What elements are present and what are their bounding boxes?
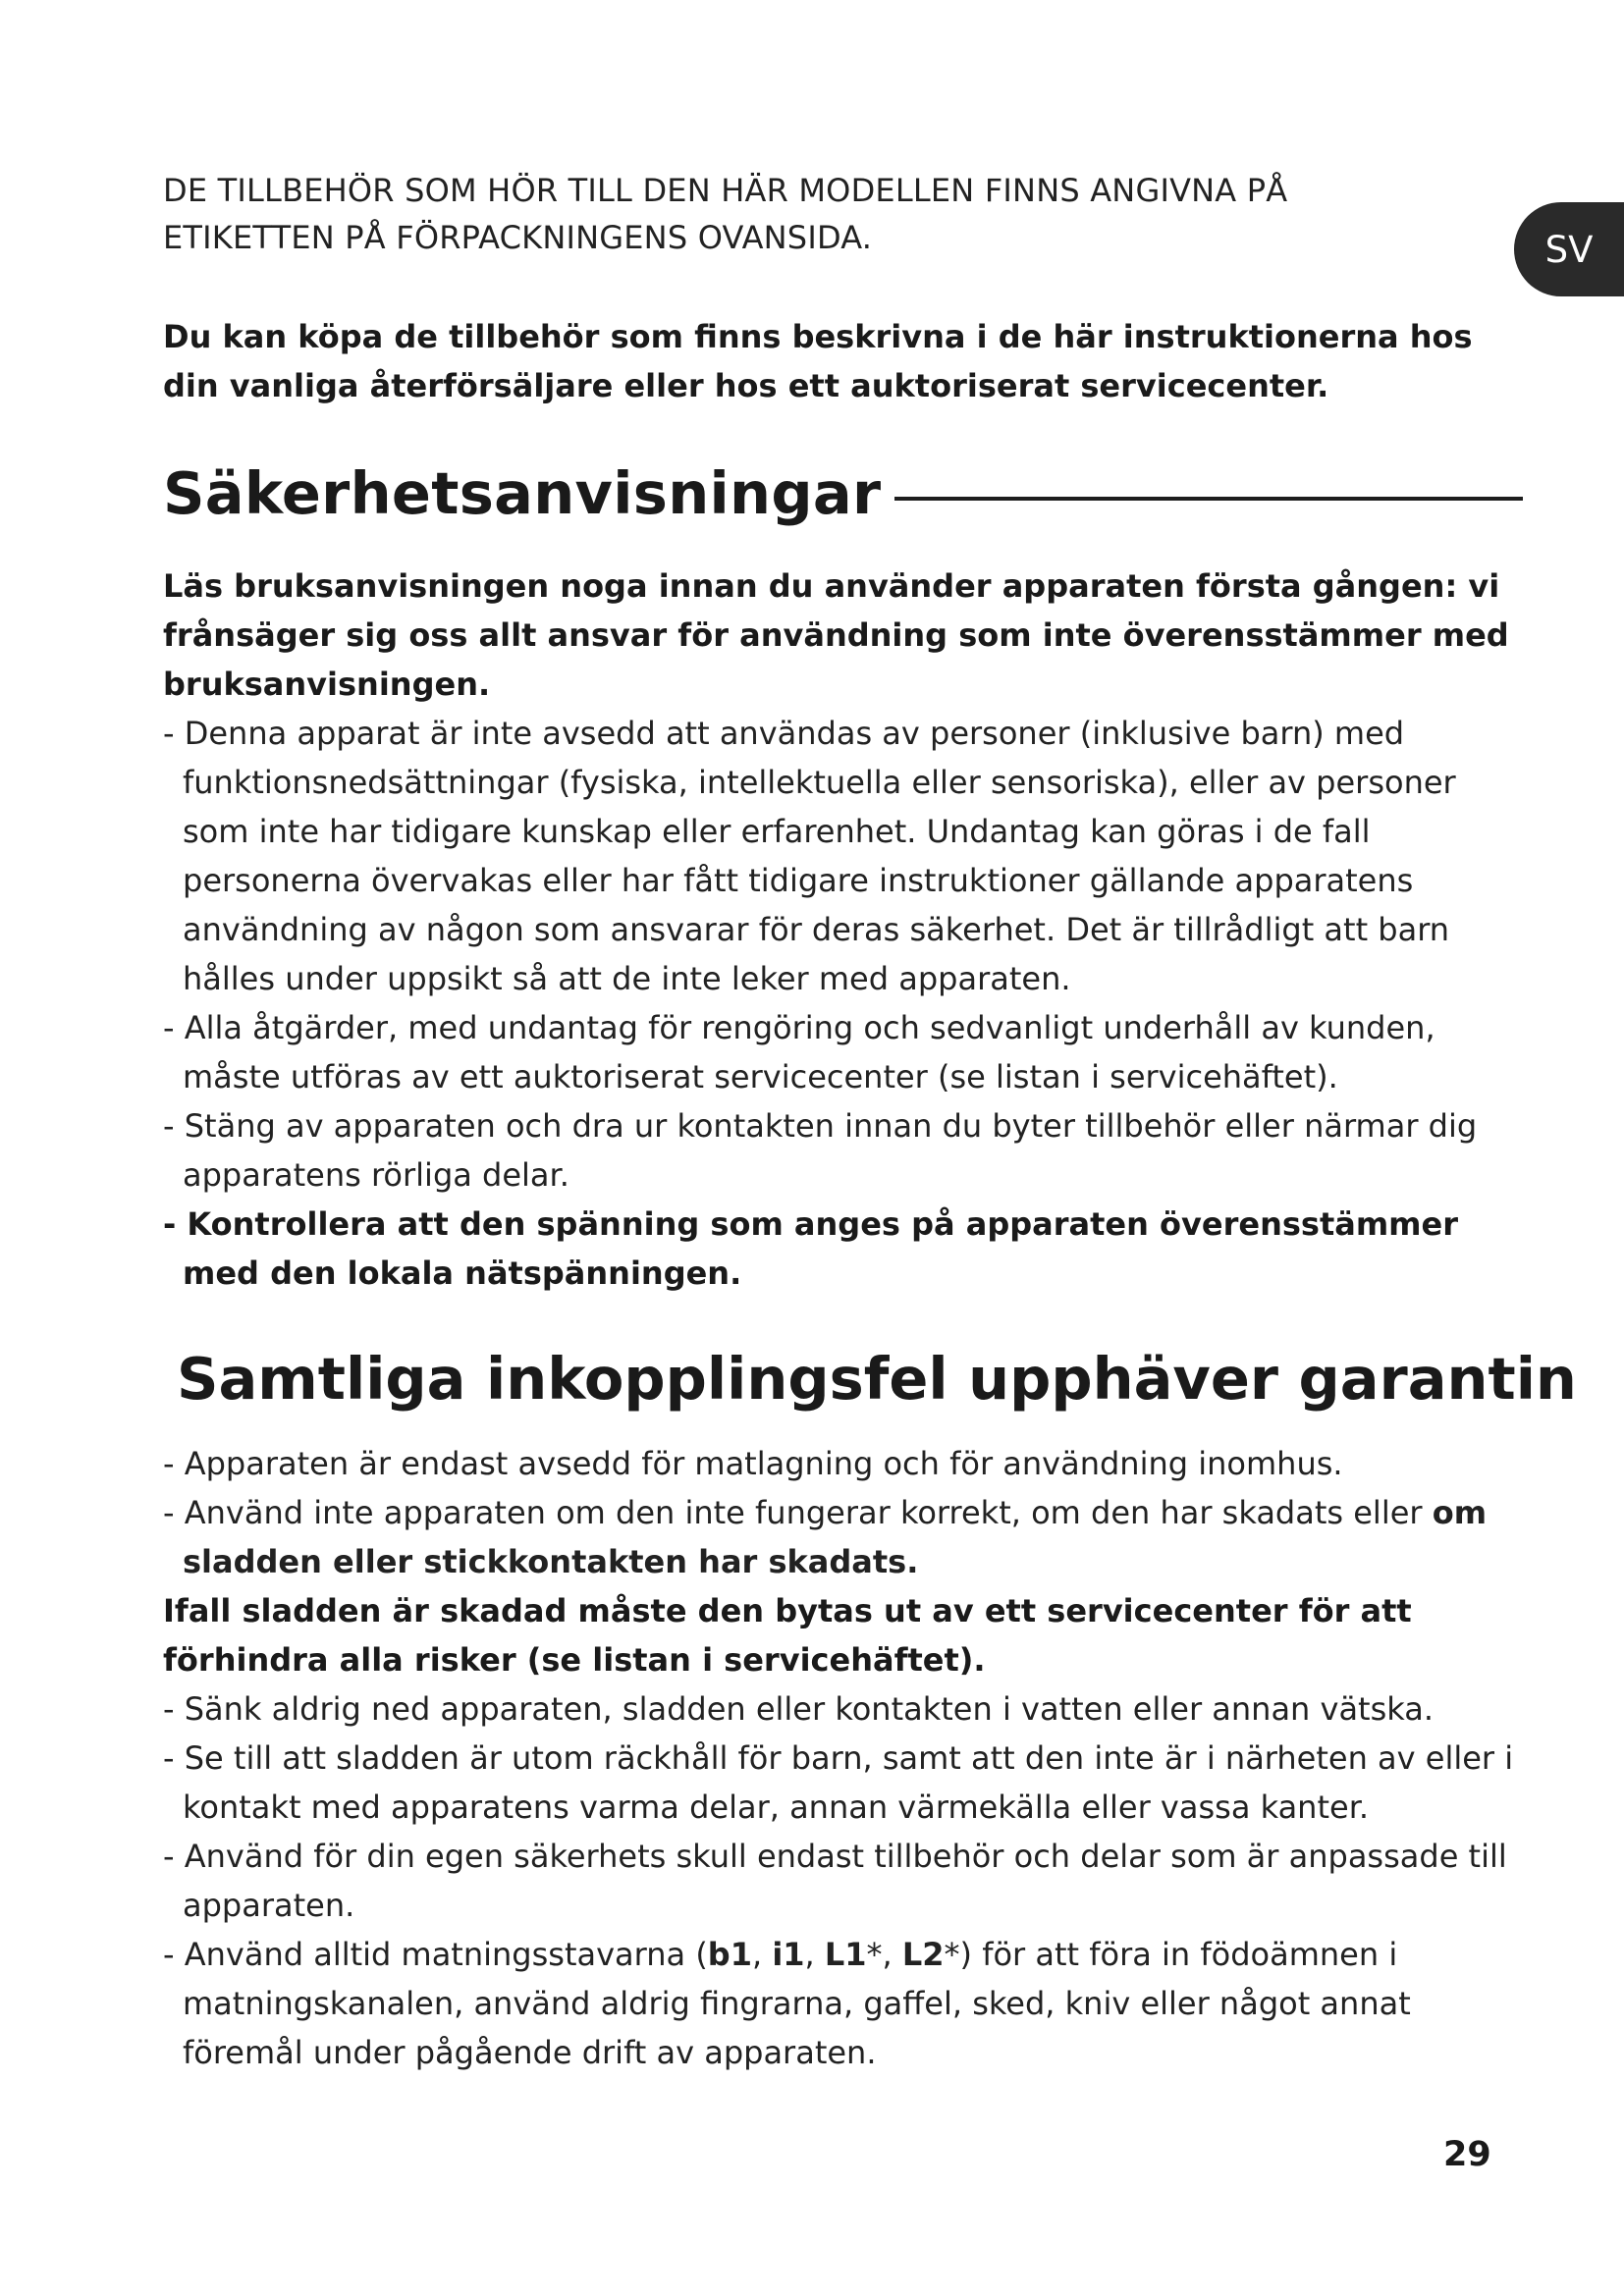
- list-item: [163, 1488, 1518, 1586]
- cord-warning: Ifall sladden är skadad måste den bytas ut av ett servicecenter för att förhindra alla risker (se listan i servicehäftet).: [163, 1592, 1412, 1679]
- accessory-ref-l2: L2: [901, 1936, 945, 1973]
- intro-line-2: ETIKETTEN PÅ FÖRPACKNINGENS OVANSIDA.: [163, 219, 873, 256]
- list-item-text: ) för att föra in födoämnen i matningskanalen, använd aldrig fingrarna, gaffel, sked, kniv eller något annat föremål under pågående drift av apparaten.: [183, 1936, 1411, 2071]
- separator: ,: [882, 1936, 902, 1973]
- section-1-lead: Läs bruksanvisningen noga innan du använder apparaten första gången: vi frånsäger sig oss allt ansvar för användning som inte överensstämmer med bruksanvisningen.: [163, 567, 1509, 703]
- language-tab: [1514, 202, 1624, 296]
- intro-line-1: DE TILLBEHÖR SOM HÖR TILL DEN HÄR MODELLEN FINNS ANGIVNA PÅ: [163, 172, 1288, 209]
- list-item: - Stäng av apparaten och dra ur kontakten innan du byter tillbehör eller närmar dig apparatens rörliga delar.: [163, 1107, 1478, 1194]
- section-2-list-continued: [163, 1684, 1518, 2077]
- separator: ,: [804, 1936, 825, 1973]
- list-item-bold-text: om sladden eller stickkontakten har skadats.: [183, 1494, 1488, 1580]
- intro-bold-text: Du kan köpa de tillbehör som finns beskrivna i de här instruktionerna hos din vanliga återförsäljare eller hos ett auktoriserat servicecenter.: [163, 318, 1473, 404]
- language-code: SV: [1544, 228, 1594, 271]
- asterisk: *: [866, 1936, 883, 1973]
- list-item: [163, 1930, 1518, 2077]
- accessory-ref-b1: b1: [707, 1936, 752, 1973]
- section-2-heading: [163, 1331, 1577, 1425]
- list-item: - Kontrollera att den spänning som anges på apparaten överensstämmer med den lokala nätspänningen.: [163, 1205, 1458, 1292]
- intro-notice: [163, 167, 1518, 261]
- list-item-text: - Använd inte apparaten om den inte fungerar korrekt, om den har skadats eller: [163, 1494, 1423, 1531]
- accessory-ref-l1: L1: [824, 1936, 867, 1973]
- list-item: - Apparaten är endast avsedd för matlagning och för användning inomhus.: [163, 1445, 1343, 1482]
- list-item: - Sänk aldrig ned apparaten, sladden eller kontakten i vatten eller annan vätska.: [163, 1690, 1435, 1728]
- list-item-text: - Använd alltid matningsstavarna (: [163, 1936, 708, 1973]
- page-number: 29: [1443, 2135, 1491, 2174]
- section-2-title: Samtliga inkopplingsfel upphäver garantin: [177, 1344, 1577, 1413]
- list-item: - Denna apparat är inte avsedd att användas av personer (inklusive barn) med funktionsnedsättningar (fysiska, intellektuella eller sensoriska), eller av personer som inte har tidigare kunskap eller erfarenhet. Undantag kan göras i de fall personerna övervakas eller har fått tidigare instruktioner gällande apparatens användning av någon som ansvarar för deras säkerhet. Det är tillrådligt att barn hålles under uppsikt så att de inte leker med apparaten.: [163, 715, 1456, 997]
- page-content: [163, 167, 1577, 2077]
- section-2-list: [163, 1439, 1518, 1586]
- list-item: - Använd för din egen säkerhets skull endast tillbehör och delar som är anpassade till apparaten.: [163, 1838, 1507, 1924]
- section-1-heading: [163, 444, 1518, 542]
- asterisk: *: [944, 1936, 960, 1973]
- separator: ,: [751, 1936, 773, 1973]
- list-item: - Alla åtgärder, med undantag för rengöring och sedvanligt underhåll av kunden, måste utföras av ett auktoriserat servicecenter (se listan i servicehäftet).: [163, 1009, 1435, 1095]
- section-1-list: [163, 709, 1518, 1298]
- accessory-ref-i1: i1: [772, 1936, 805, 1973]
- section-1-title: Säkerhetsanvisningar: [163, 458, 882, 527]
- list-item: - Se till att sladden är utom räckhåll för barn, samt att den inte är i närheten av eller i kontakt med apparatens varma delar, annan värmekälla eller vassa kanter.: [163, 1739, 1514, 1826]
- heading-rule: [894, 497, 1523, 501]
